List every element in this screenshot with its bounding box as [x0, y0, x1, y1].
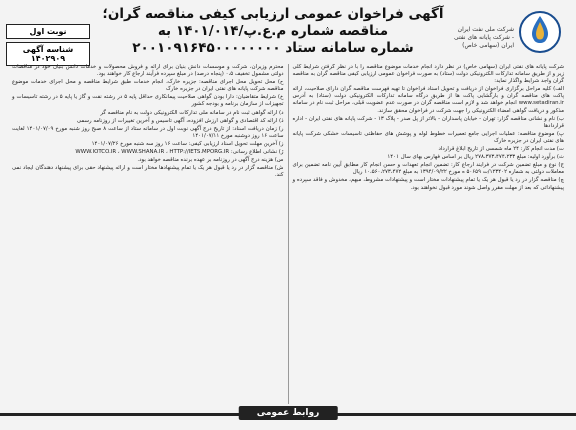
header-banner: [6, 4, 570, 62]
paragraph: ش) مناقصه گزار در رد یا قبول هر یک یا تمام پیشنهادها مختار است و ارائه پیشنهاد حقی برای پیشنهاد دهندگان ایجاد نمی کند.: [12, 165, 284, 179]
nioc-logo-icon: [516, 8, 564, 56]
body-columns: [8, 64, 568, 404]
paragraph: س) هزینه درج آگهی در روزنامه بر عهده برنده مناقصه خواهد بود.: [137, 157, 284, 164]
paragraph: ذ) ارائه کد اقتصادی و گواهی ارزش افزوده، آگهی تاسیس و آخرین تغییرات از روزنامه رسمی: [76, 117, 284, 124]
paragraph: ح) محل تحویل محل اجرای مناقصه: جزیره خارک، انجام خدمات طبق شرایط مناقصه و محل اجرای خدمات موضوع مناقصه شرکت پایانه های نفتی ایران در جزیره خارک: [12, 79, 284, 93]
paragraph: ب) نام و نشانی مناقصه گزار: تهران - خیابان پاسداران - بالاتر از پل صدر - پلاک ۱۳ - شرکت پایانه های نفتی ایران - اداره قراردادها: [292, 115, 564, 129]
paragraph: ر) زمان دریافت اسناد: از تاریخ درج آگهی نوبت اول در سامانه ستاد از ساعت ۸ صبح روز شنبه مورخ ۱۴۰۱/۰۷/۰۹ لغایت ساعت ۱۶ روز دوشنبه مورخ ۱۴۰۱/۰۷/۱۱: [12, 125, 284, 139]
paragraph: پ) موضوع مناقصه: عملیات اجرایی جامع تعمیرات خطوط لوله و پوشش های حفاظتی تاسیسات خشکی شرکت پایانه های نفتی ایران در جزیره خارک: [292, 130, 564, 144]
title-line: شماره سامانه ستاد ۲۰۰۱۰۹۱۶۴۵۰۰۰۰۰۰۰۰: [132, 40, 414, 56]
left-column: [8, 64, 289, 404]
company-name: شرکت ملی نفت ایران - شرکت پایانه های نفتی ایران (سهامی خاص): [454, 26, 514, 49]
paragraph: چ) مناقصه گزار در رد یا قبول هر یک یا تمام پیشنهادات مختار است و پیشنهادات مشروط، مبهم، مخدوش و فاقد سپرده و پیشنهاداتی که بعد از مهلت مقرر واصل شوند مورد قبول نخواهند بود.: [292, 177, 564, 191]
paragraph: خ) شرایط متقاضیان: دارا بودن گواهی صلاحیت پیمانکاری حداقل پایه ۵ در رشته نفت و گاز یا پایه ۵ در رشته تاسیسات و تجهیزات از سازمان برنامه و بودجه کشور: [12, 94, 284, 108]
nobat-badge: نوبت اول: [6, 24, 90, 39]
paragraph: ت) مدت انجام کار: ۲۴ ماه شمسی از تاریخ ابلاغ قرارداد: [438, 146, 564, 153]
paragraph: د) ارائه گواهی ثبت نام در سامانه ملی تدارکات الکترونیکی دولت به نام مناقصه گر: [100, 109, 284, 116]
paragraph: ث) برآورد اولیه: مبلغ ۲۷۸،۳۷۳،۴۷۴،۲۳۳ ریال بر اساس فهارس بهای سال ۱۴۰۱: [387, 154, 564, 161]
page-title: [86, 6, 460, 57]
paragraph: شرکت پایانه های نفتی ایران (سهامی خاص) در نظر دارد انجام خدمات موضوع مناقصه را با در نظر گرفتن شرایط کلی زیر و از طریق سامانه تدارکات الکترونیکی دولت (ستاد) به صورت فراخوان عمومی ارزیابی کیفی مناقصه گران به مناقصه گران واجد شرایط واگذار نماید:: [292, 64, 564, 85]
title-line: آگهی فراخوان عمومی ارزیابی کیفی مناقصه گران؛: [102, 6, 444, 22]
paragraph: ژ) نشانی اطلاع رسانی: WWW.IOTCO.IR ، WWW.SHANA.IR ، HTTP://IETS.MPORG.IR: [75, 149, 284, 156]
shenase-badge: شناسه آگهی ۱۴۰۲۹۰۹: [6, 42, 90, 66]
tag-box: [6, 24, 90, 69]
paragraph: ج) نوع و مبلغ تضمین شرکت در فرایند ارجاع کار: تضمین انجام تعهدات و حسن انجام کار مطابق آیین نامه تضمین برای معاملات دولتی به شماره ۱۲۳۴۰۲/ت ۵۰۶۵۹ ه مورخ ۱۳۹۴/۰۹/۲۲ به مبلغ ۱۰،۵۶۰،۲۷۳،۴۷۲ ریال: [292, 162, 564, 176]
public-relations-label: روابط عمومی: [239, 406, 338, 420]
paragraph: الف) کلیه مراحل برگزاری فراخوان از دریافت و تحویل اسناد فراخوان تا تهیه فهرست مناقصه گران دارای صلاحیت، ارائه پاکت های مناقصه گران و بارگشایی پاکت ها از طریق درگاه سامانه تدارکات الکترونیکی دولت (ستاد) به آدرس www.setadiran.ir انجام خواهد شد و لازم است مناقصه گران در صورت عدم عضویت قبلی، مراحل ثبت نام در سامانه مذکور و دریافت گواهی امضاء الکترونیکی را جهت شرکت در فراخوان محقق سازند.: [292, 86, 564, 114]
title-line: مناقصه شماره م.ع.پ/۱۴۰۱/۰۱۴ به: [157, 23, 389, 39]
footer: [0, 406, 576, 424]
paragraph: محترم وزیران، شرکت و موسسات دانش بنیان برای ارائه و فروش محصولات و خدمات دانش بنیان خود در مناقصات دولتی مشمول تخفیف ۰،۵ (پنجاه درصد) در مبلغ سپرده فرآیند ارجاع کار خواهند بود.: [12, 64, 284, 78]
right-column: [289, 64, 569, 404]
paragraph: ز) آخرین مهلت تحویل اسناد ارزیابی کیفی: ساعت ۱۶ روز سه شنبه مورخ ۱۴۰۱/۰۷/۲۶: [91, 140, 284, 147]
